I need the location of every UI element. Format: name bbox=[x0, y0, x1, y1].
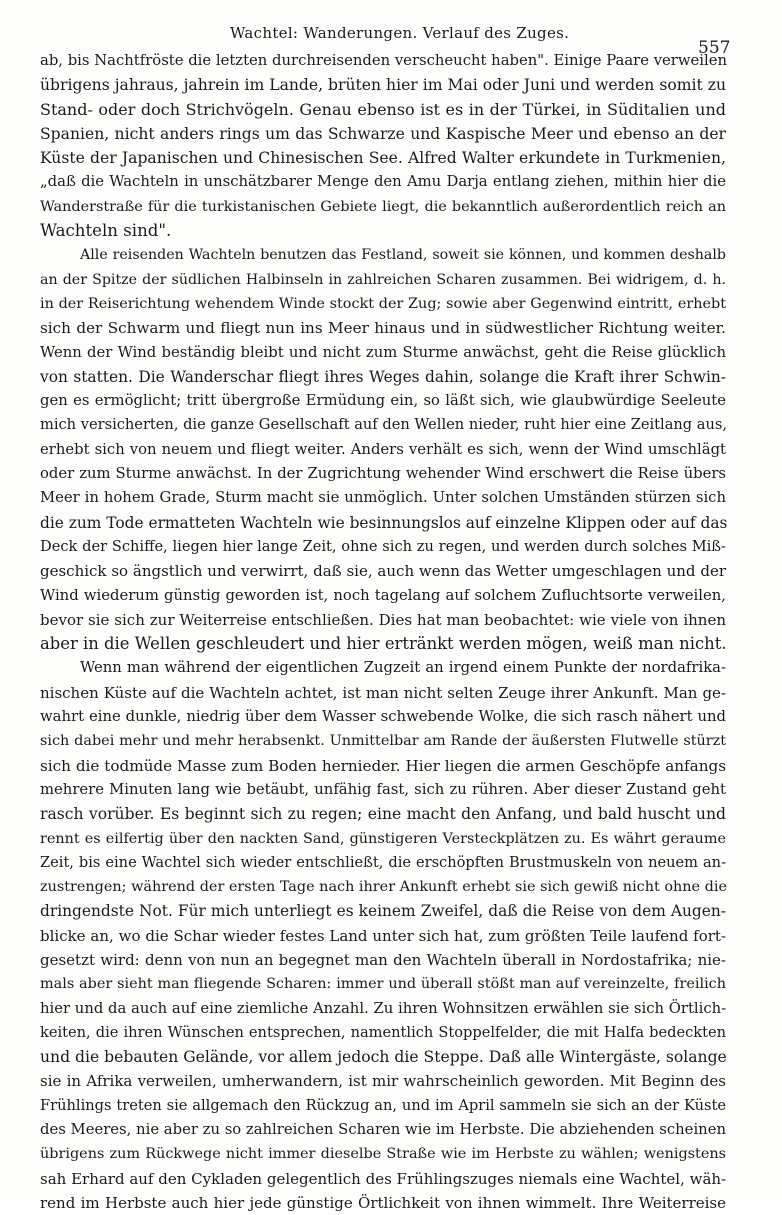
text-line: aber in die Wellen geschleudert und hier ertränkt werden mögen, weiß man nicht. bbox=[40, 634, 727, 654]
paragraph bbox=[40, 49, 726, 243]
text-line: gesetzt wird: denn von nun an begegnet man den Wachteln überall in Nordostafrika; nie- bbox=[40, 950, 726, 969]
text-line: Zeit, bis eine Wachtel sich wieder entschließt, die erschöpften Brustmuskeln von neuem an- bbox=[40, 853, 726, 871]
text-line: rasch vorüber. Es beginnt sich zu regen; eine macht den Anfang, und bald huscht und bbox=[40, 805, 726, 824]
text-line: Spanien, nicht anders rings um das Schwarze und Kaspische Meer und ebenso an der bbox=[40, 124, 726, 143]
text-line: an der Spitze der südlichen Halbinseln in zahlreichen Scharen zusammen. Bei widrigem, d. h. bbox=[40, 271, 726, 288]
text-line: mehrere Minuten lang wie betäubt, unfähig fast, sich zu rühren. Aber dieser Zustand geht bbox=[40, 780, 726, 798]
paragraph bbox=[40, 243, 726, 656]
text-line: und die bebauten Gelände, vor allem jedoch die Steppe. Daß alle Wintergäste, solange bbox=[40, 1048, 727, 1067]
text-line: mich versicherten, die ganze Gesellschaft auf den Wellen nieder, ruht hier eine Zeitlang aus, bbox=[40, 416, 728, 434]
text-line: Stand- oder doch Strichvögeln. Genau ebenso ist es in der Türkei, in Süditalien und bbox=[40, 99, 726, 119]
text-line: hier und da auch auf eine ziemliche Anzahl. Zu ihren Wohnsitzen erwählen sie sich Örtlich- bbox=[40, 999, 727, 1017]
text-line: geschick so ängstlich und verwirrt, daß sie, auch wenn das Wetter umgeschlagen und der bbox=[40, 562, 726, 581]
text-line: Wenn man während der eigentlichen Zugzeit an irgend einem Punkte der nordafrika- bbox=[80, 659, 726, 677]
text-line: Wenn der Wind beständig bleibt und nicht zum Sturme anwächst, geht die Reise glücklich bbox=[40, 343, 726, 361]
body-text bbox=[40, 49, 726, 1215]
text-line: sie in Afrika verweilen, umherwandern, ist mir wahrscheinlich geworden. Mit Beginn des bbox=[40, 1072, 726, 1091]
text-line: ab, bis Nachtfröste die letzten durchreisenden verscheucht haben". Einige Paare verweilen bbox=[40, 52, 728, 69]
text-line: Deck der Schiffe, liegen hier lange Zeit, ohne sich zu regen, und werden durch solches Miß- bbox=[40, 537, 726, 555]
text-line: sich der Schwarm und fliegt nun ins Meer hinaus und in südwestlicher Richtung weiter. bbox=[40, 319, 726, 338]
text-line: übrigens zum Rückwege nicht immer dieselbe Straße wie im Herbste zu wählen; wenigstens bbox=[40, 1146, 726, 1163]
text-line: Küste der Japanischen und Chinesischen See. Alfred Walter erkundete in Turkmenien, bbox=[40, 149, 726, 168]
text-line: rennt es eilfertig über den nackten Sand, günstigeren Versteckplätzen zu. Es währt geraume bbox=[40, 830, 726, 847]
text-line: nischen Küste auf die Wachteln achtet, ist man nicht selten Zeuge ihrer Ankunft. Man ge- bbox=[40, 683, 726, 702]
text-line: wahrt eine dunkle, niedrig über dem Wasser schwebende Wolke, die sich rasch nähert und bbox=[40, 708, 726, 726]
text-line: in der Reiserichtung wehendem Winde stockt der Zug; sowie aber Gegenwind eintritt, erhebt bbox=[40, 295, 726, 312]
page-number: 557 bbox=[698, 38, 731, 58]
text-line: dringendste Not. Für mich unterliegt es keinem Zweifel, daß die Reise von dem Augen- bbox=[40, 902, 726, 921]
text-line: von statten. Die Wanderschar fliegt ihres Weges dahin, solange die Kraft ihrer Schwin- bbox=[40, 367, 726, 386]
text-line: sah Erhard auf den Cykladen gelegentlich des Frühlingszuges niemals eine Wachtel, wäh- bbox=[40, 1169, 727, 1188]
text-line: mals aber sieht man fliegende Scharen: immer und überall stößt man auf vereinzelte, freilich bbox=[40, 976, 726, 993]
text-line: Frühlings treten sie allgemach den Rückzug an, und im April sammeln sie sich an der Küste bbox=[40, 1096, 726, 1114]
text-line: oder zum Sturme anwächst. In der Zugrichtung wehender Wind erschwert die Reise übers bbox=[40, 465, 726, 483]
text-line: bevor sie sich zur Weiterreise entschließen. Dies hat man beobachtet: wie viele von ihnen bbox=[40, 610, 726, 629]
text-line: Wachteln sind". bbox=[40, 221, 172, 241]
paragraph bbox=[40, 656, 726, 1215]
text-line: übrigens jahraus, jahrein im Lande, brüten hier im Mai oder Juni und werden somit zu bbox=[40, 76, 726, 95]
running-title: Wachtel: Wanderungen. Verlauf des Zuges. bbox=[230, 24, 570, 42]
text-line: sich die todmüde Masse zum Boden hernieder. Hier liegen die armen Geschöpfe anfangs bbox=[40, 756, 726, 775]
text-line: zustrengen; während der ersten Tage nach ihrer Ankunft erhebt sie sich gewiß nicht ohne die bbox=[40, 879, 727, 896]
text-line: sich dabei mehr und mehr herabsenkt. Unmittelbar am Rande der äußersten Flutwelle stürzt bbox=[40, 733, 726, 750]
text-line: des Meeres, nie aber zu so zahlreichen Scharen wie im Herbste. Die abziehenden scheinen bbox=[40, 1121, 726, 1139]
text-line: Alle reisenden Wachteln benutzen das Festland, soweit sie können, und kommen deshalb bbox=[80, 247, 726, 264]
text-line: die zum Tode ermatteten Wachteln wie besinnungslos auf einzelne Klippen oder auf das bbox=[40, 513, 728, 532]
text-line: Meer in hohem Grade, Sturm macht sie unmöglich. Unter solchen Umständen stürzen sich bbox=[40, 489, 726, 507]
text-line: gen es ermöglicht; tritt übergroße Ermüdung ein, so läßt sich, wie glaubwürdige Seeleute bbox=[40, 392, 726, 410]
running-head bbox=[0, 20, 782, 58]
text-line: rend im Herbste auch hier jede günstige Örtlichkeit von ihnen wimmelt. Ihre Weiterreise bbox=[40, 1193, 726, 1212]
text-line: Wanderstraße für die turkistanischen Gebiete liegt, die bekanntlich außerordentlich reich an bbox=[40, 198, 726, 215]
text-line: blicke an, wo die Schar wieder festes Land unter sich hat, zum größten Teile laufend fort- bbox=[40, 926, 726, 945]
text-line: erhebt sich von neuem und fliegt weiter. Anders verhält es sich, wenn der Wind umschlägt bbox=[40, 440, 726, 458]
text-line: Wind wiederum günstig geworden ist, noch tagelang auf solchem Zufluchtsorte verweilen, bbox=[40, 586, 726, 604]
text-line: „daß die Wachteln in unschätzbarer Menge den Amu Darja entlang ziehen, mithin hier die bbox=[40, 173, 726, 191]
text-line: keiten, die ihren Wünschen entsprechen, namentlich Stoppelfelder, die mit Halfa bedeckten bbox=[40, 1023, 726, 1041]
